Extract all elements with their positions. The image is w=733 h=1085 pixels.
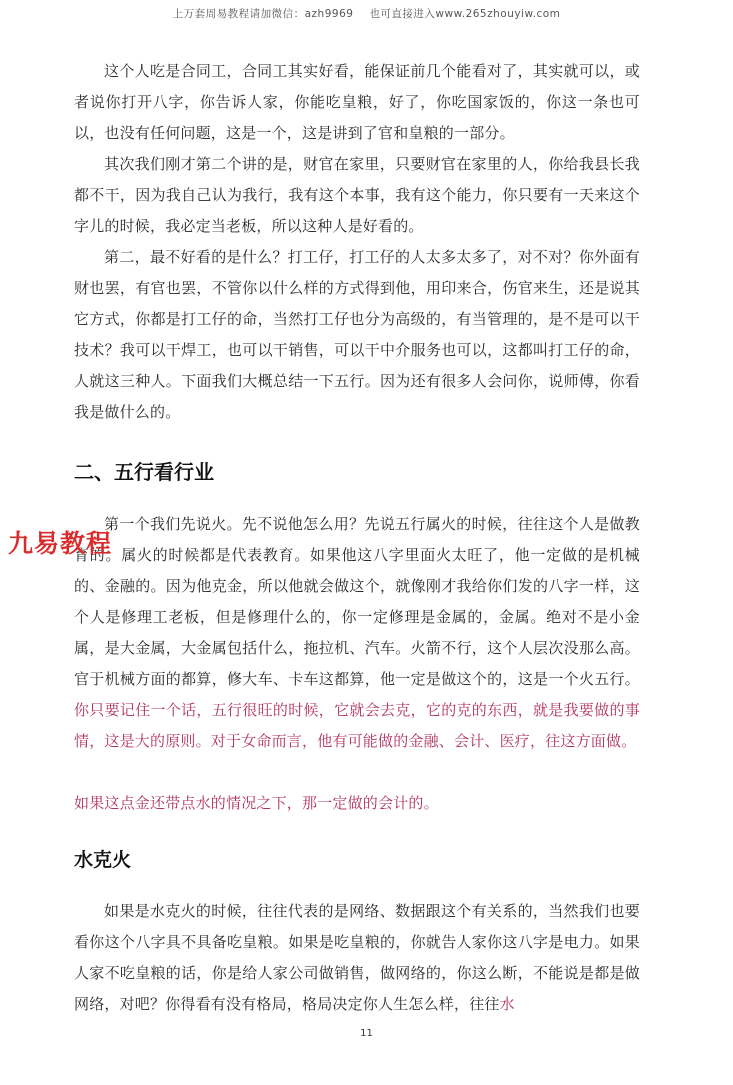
- paragraph-3: 第二，最不好看的是什么？打工仔，打工仔的人太多太多了，对不对？你外面有财也罢，有官也罢，不管你以什么样的方式得到他，用印来合，伤官来生，还是说其它方式，你都是打工仔的命，当然打工仔也分为高级的，有当管理的，是不是可以干技术？我可以干焊工，也可以干销售，可以干中介服务也可以，这都叫打工仔的命，人就这三种人。下面我们大概总结一下五行。因为还有很多人会问你，说师傅，你看我是做什么的。: [74, 248, 640, 421]
- header-website-text: 也可直接进入www.265zhouyiw.com: [369, 8, 561, 20]
- paragraph-fire: [74, 509, 640, 757]
- paragraph-1: 这个人吃是合同工，合同工其实好看，能保证前几个能看对了，其实就可以，或者说你打开八字，你告诉人家，你能吃皇粮，好了，你吃国家饭的，你这一条也可以，也没有任何问题，这是一个，这是讲到了官和皇粮的一部分。: [74, 62, 640, 142]
- paragraph-2: 其次我们刚才第二个讲的是，财官在家里，只要财官在家里的人，你给我县长我都不干，因为我自己认为我行，我有这个本事，我有这个能力，你只要有一天来这个字儿的时候，我必定当老板，所以这种人是好看的。: [74, 155, 640, 235]
- header-wechat-text: 上万套周易教程请加微信：azh9969: [172, 8, 354, 20]
- section-heading-wuxing: 二、五行看行业: [74, 460, 214, 484]
- fire-text: 第一个我们先说火。先不说他怎么用？先说五行属火的时候，往往这个人是做教育的。属火的时候都是代表教育。如果他这八字里面火太旺了，他一定做的是机械的、金融的。因为他克金，所以他就会做这个，就像刚才我给你们发的八字一样，这个人是修理工老板，但是修理什么的，你一定修理是金属的，金属。绝对不是小金属，是大金属，大金属包括什么，拖拉机、汽车。火箭不行，这个人层次没那么高。官于机械方面的都算，修大车、卡车这都算，他一定是做这个的，这是一个火五行。: [74, 515, 640, 688]
- watermark-logo: 九易教程: [8, 529, 113, 558]
- water-highlight-text: 水: [499, 995, 515, 1013]
- paragraph-water: [74, 896, 640, 1020]
- fire-highlight-text: 你只要记住一个话，五行很旺的时候，它就会去克，它的克的东西，就是我要做的事情，这是大的原则。对于女命而言，他有可能做的金融、会计、医疗，往这方面做。: [74, 701, 640, 750]
- water-text: 如果是水克火的时候，往往代表的是网络、数据跟这个有关系的，当然我们也要看你这个八字具不具备吃皇粮。如果是吃皇粮的，你就告人家你这八字是电力。如果人家不吃皇粮的话，你是给人家公司做销售，做网络的，你这么断，不能说是都是做网络，对吧？你得看有没有格局，格局决定你人生怎么样，往往: [74, 902, 640, 1013]
- paragraph-metal-water: 如果这点金还带点水的情况之下，那一定做的会计的。: [74, 794, 439, 812]
- page-number: 11: [360, 1028, 373, 1039]
- subheading-water-overcomes-fire: 水克火: [74, 849, 132, 871]
- page-header: [0, 6, 733, 21]
